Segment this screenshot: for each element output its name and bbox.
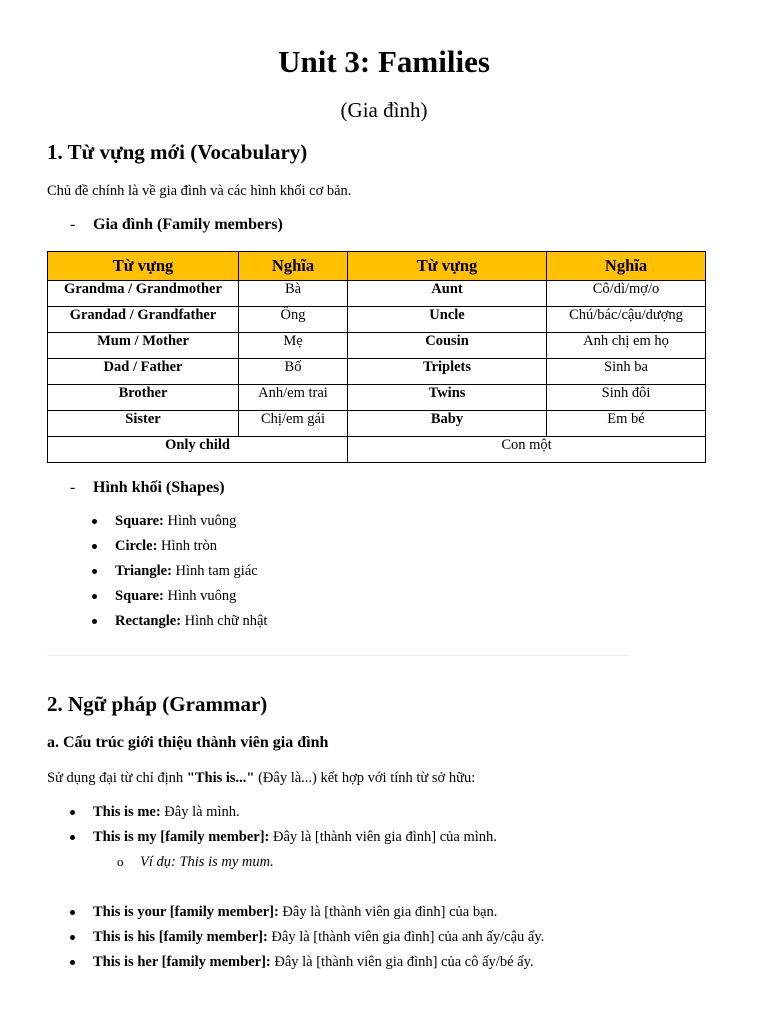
grammar-intro xyxy=(47,768,475,788)
table-cell: Grandma / Grandmother xyxy=(48,281,239,307)
vocabulary-table xyxy=(47,251,706,463)
dash-marker: - xyxy=(70,216,76,233)
list-item-term: Triangle: xyxy=(115,563,172,579)
table-cell: Bà xyxy=(239,281,348,307)
table-cell: Cousin xyxy=(348,333,547,359)
bullet-dot xyxy=(92,619,97,624)
section-1-intro: Chủ đề chính là về gia đình và các hình khối cơ bản. xyxy=(47,183,352,199)
family-members-heading xyxy=(70,214,283,236)
list-item xyxy=(93,827,544,847)
bullet-dot xyxy=(70,835,75,840)
table-header-cell: Nghĩa xyxy=(239,252,348,281)
table-header-cell: Từ vựng xyxy=(348,252,547,281)
table-row xyxy=(48,281,706,307)
table-cell: Cô/dì/mợ/o xyxy=(547,281,706,307)
table-cell: Brother xyxy=(48,385,239,411)
list-item-term: This is me: xyxy=(93,804,161,820)
list-item-term: Square: xyxy=(115,513,164,529)
table-row xyxy=(48,333,706,359)
table-cell: Baby xyxy=(348,411,547,437)
table-row xyxy=(48,359,706,385)
table-row xyxy=(48,307,706,333)
table-header-cell: Từ vựng xyxy=(48,252,239,281)
bullet-dot xyxy=(92,519,97,524)
bullet-dot xyxy=(70,935,75,940)
table-cell: Chú/bác/cậu/dượng xyxy=(547,307,706,333)
shapes-heading xyxy=(70,477,225,499)
list-item xyxy=(115,536,267,556)
page-subtitle: (Gia đình) xyxy=(340,98,428,122)
table-cell: Anh chị em họ xyxy=(547,333,706,359)
section-2-heading: 2. Ngữ pháp (Grammar) xyxy=(47,692,268,716)
table-cell: Bố xyxy=(239,359,348,385)
list-item-term: Rectangle: xyxy=(115,613,182,629)
table-cell: Aunt xyxy=(348,281,547,307)
bullet-dot xyxy=(92,569,97,574)
table-cell: Dad / Father xyxy=(48,359,239,385)
shapes-heading-text: Hình khối (Shapes) xyxy=(93,479,225,496)
list-item xyxy=(115,511,267,531)
list-item-term: This is your [family member]: xyxy=(93,904,279,920)
list-item xyxy=(93,927,544,947)
list-item xyxy=(93,902,544,922)
list-item xyxy=(115,611,267,631)
bullet-dot xyxy=(92,594,97,599)
table-cell: Uncle xyxy=(348,307,547,333)
bullet-dot xyxy=(92,544,97,549)
table-cell: Mẹ xyxy=(239,333,348,359)
list-item xyxy=(93,802,544,822)
example-item xyxy=(117,852,274,872)
table-cell: Only child xyxy=(48,437,348,463)
list-item-term: This is his [family member]: xyxy=(93,929,268,945)
table-cell: Sinh đôi xyxy=(547,385,706,411)
list-item-text: Hình tam giác xyxy=(171,563,258,579)
list-item xyxy=(115,561,267,581)
example-text: Ví dụ: This is my mum. xyxy=(140,854,274,870)
list-item-term: Circle: xyxy=(115,538,158,554)
table-row xyxy=(48,385,706,411)
grammar-intro-text-end: (Đây là...) kết hợp với tính từ sở hữu: xyxy=(254,770,476,786)
grammar-sub-heading: a. Cấu trúc giới thiệu thành viên gia đình xyxy=(47,734,329,751)
list-item xyxy=(93,952,544,972)
shapes-list xyxy=(115,511,267,631)
table-cell: Em bé xyxy=(547,411,706,437)
bullet-dot xyxy=(70,910,75,915)
table-cell: Sinh ba xyxy=(547,359,706,385)
table-cell: Grandad / Grandfather xyxy=(48,307,239,333)
list-item-text: Đây là mình. xyxy=(160,804,240,820)
table-cell: Triplets xyxy=(348,359,547,385)
table-cell: Ông xyxy=(239,307,348,333)
table-cell: Chị/em gái xyxy=(239,411,348,437)
list-item-text: Đây là [thành viên gia đình] của cô ấy/bé ấy. xyxy=(270,954,534,970)
list-item-term: This is my [family member]: xyxy=(93,829,270,845)
grammar-intro-structure: "This is..." xyxy=(186,770,255,786)
list-item-text: Đây là [thành viên gia đình] của bạn. xyxy=(278,904,498,920)
family-members-heading-text: Gia đình (Family members) xyxy=(93,216,283,233)
list-item-text: Hình vuông xyxy=(163,588,237,604)
table-row xyxy=(48,411,706,437)
list-item-text: Đây là [thành viên gia đình] của anh ấy/cậu ấy. xyxy=(267,929,545,945)
table-header-row xyxy=(48,252,706,281)
section-1-heading: 1. Từ vựng mới (Vocabulary) xyxy=(47,140,308,164)
bullet-dot xyxy=(70,810,75,815)
dash-marker: - xyxy=(70,479,76,496)
grammar-intro-text: Sử dụng đại từ chỉ định xyxy=(47,770,187,786)
list-item-term: This is her [family member]: xyxy=(93,954,271,970)
table-cell: Sister xyxy=(48,411,239,437)
table-cell: Twins xyxy=(348,385,547,411)
list-item xyxy=(115,586,267,606)
table-row xyxy=(48,437,706,463)
list-item-term: Square: xyxy=(115,588,164,604)
list-item-text: Hình vuông xyxy=(163,513,237,529)
list-item-text: Hình chữ nhật xyxy=(181,613,268,629)
grammar-list xyxy=(93,802,544,972)
page-title: Unit 3: Families xyxy=(278,44,490,79)
table-cell: Mum / Mother xyxy=(48,333,239,359)
list-item-text: Hình tròn xyxy=(157,538,218,554)
table-header-cell: Nghĩa xyxy=(547,252,706,281)
section-divider xyxy=(47,655,629,656)
table-cell: Con một xyxy=(348,437,706,463)
sub-bullet-marker: o xyxy=(117,854,124,869)
bullet-dot xyxy=(70,960,75,965)
list-item-text: Đây là [thành viên gia đình] của mình. xyxy=(269,829,497,845)
table-cell: Anh/em trai xyxy=(239,385,348,411)
